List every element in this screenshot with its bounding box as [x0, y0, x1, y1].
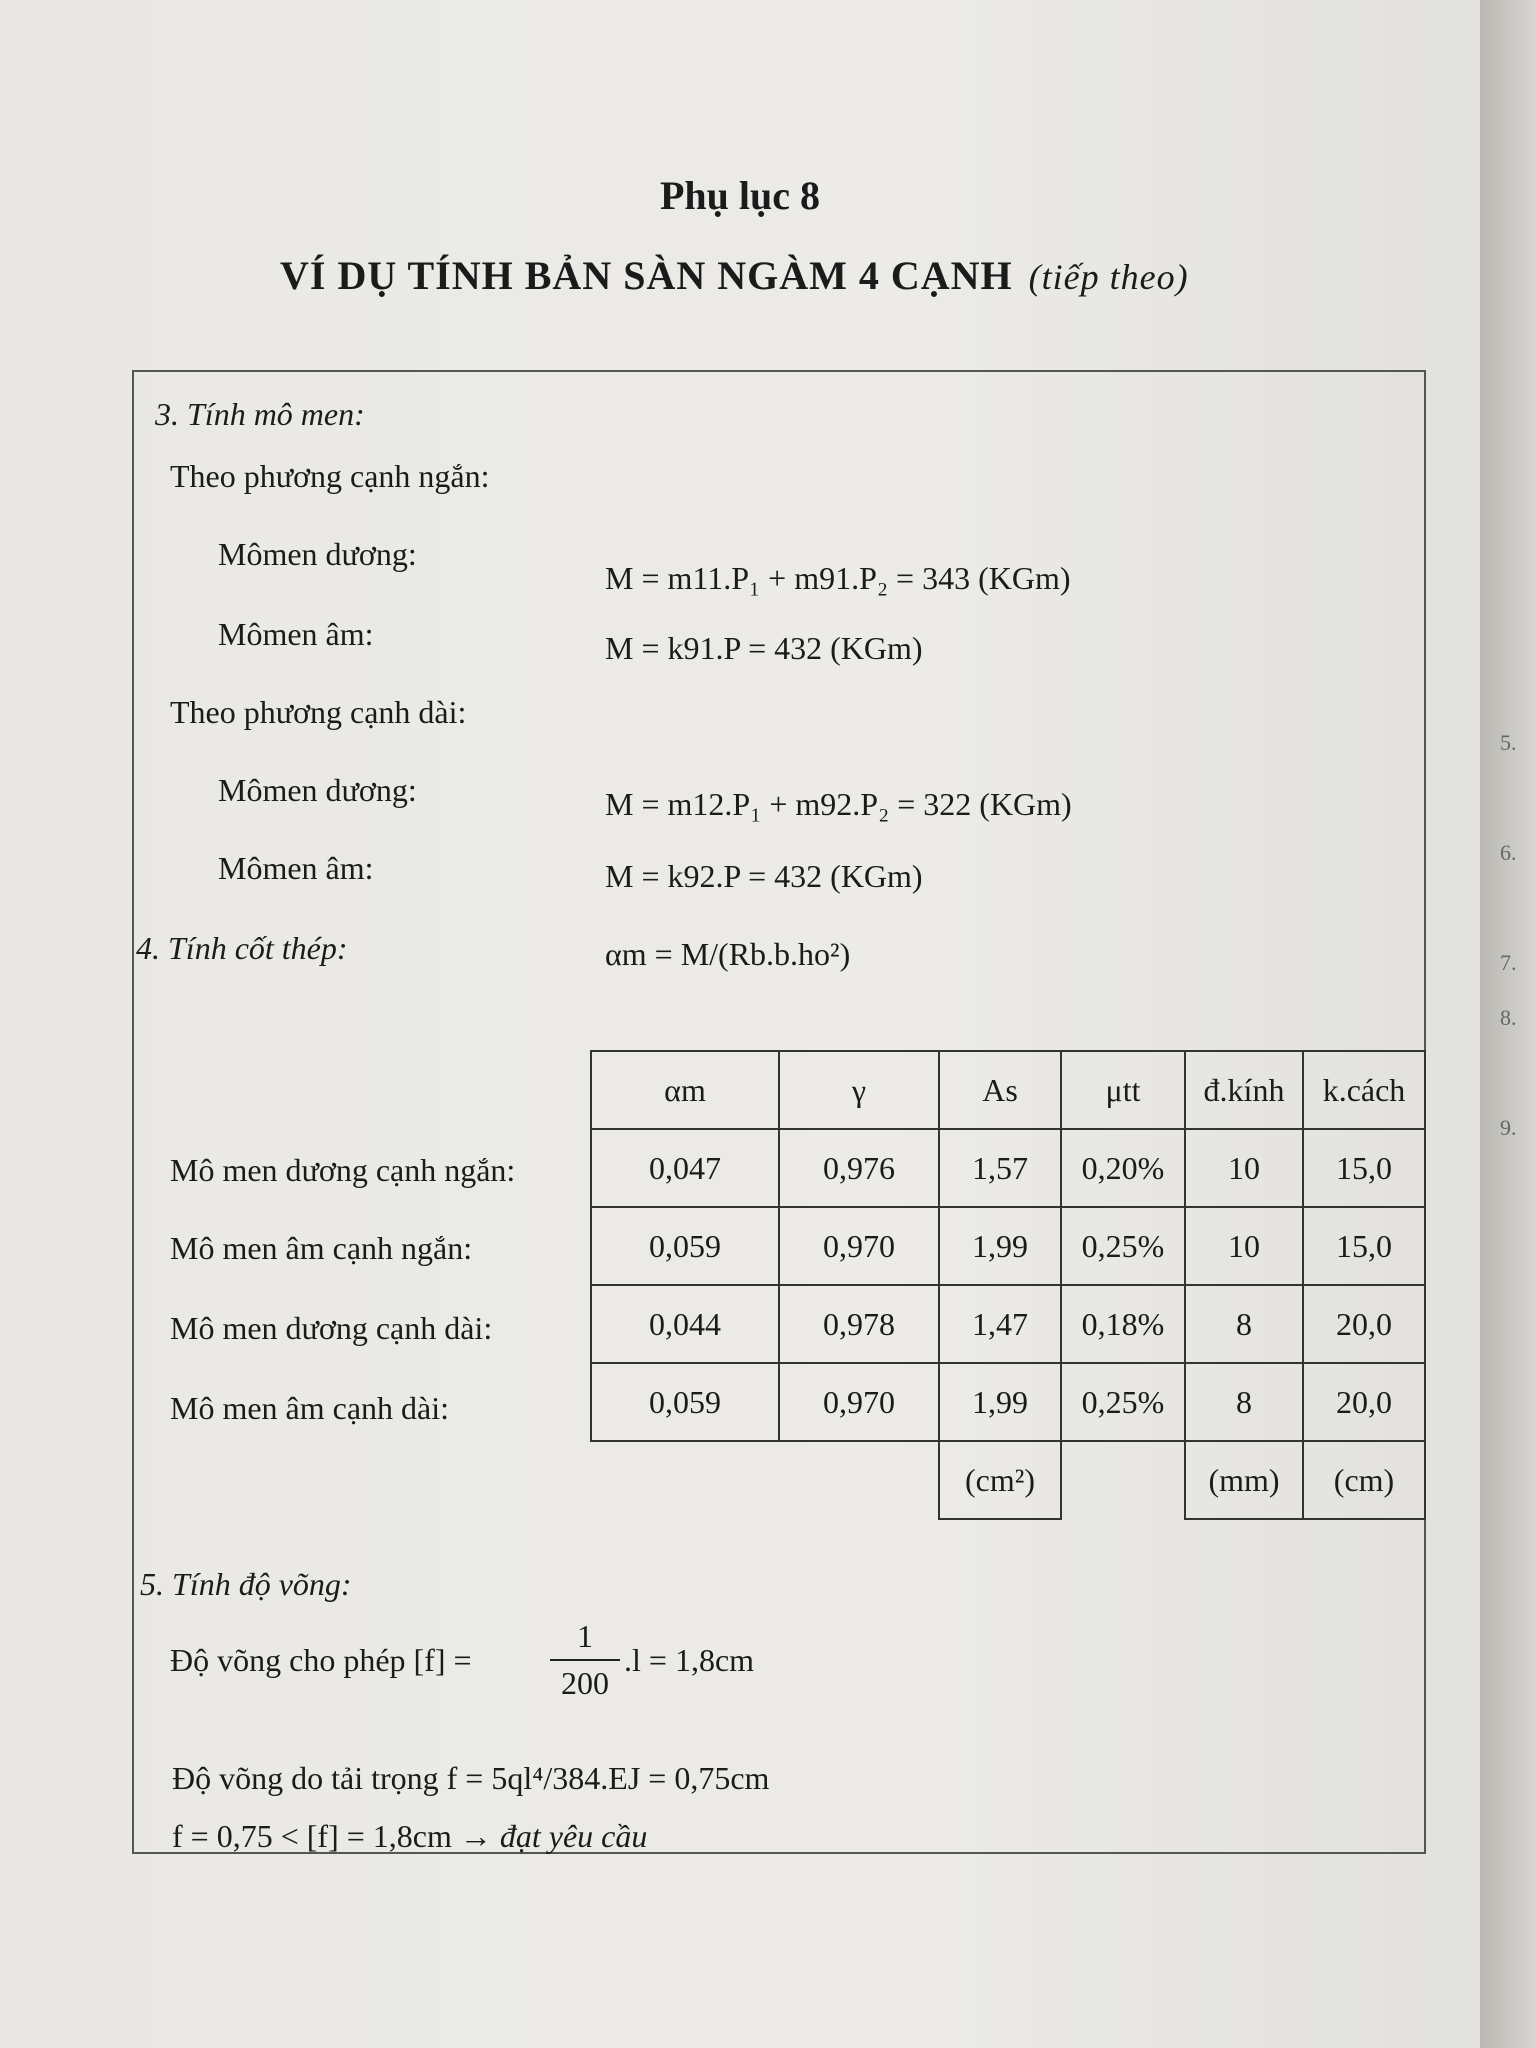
blank-cell	[1061, 1441, 1185, 1519]
row-label: Mô men dương cạnh ngắn:	[170, 1152, 516, 1188]
long-positive-equation: M = m12.P₁ + m92.P₂ = 322 (KGm)	[605, 786, 1072, 822]
header-gamma: γ	[779, 1051, 939, 1129]
allowable-deflection-prefix: Độ võng cho phép [f] =	[170, 1642, 472, 1678]
table-row	[591, 1207, 1425, 1285]
short-positive-label: Mômen dương:	[218, 536, 417, 572]
long-negative-equation: M = k92.P = 432 (KGm)	[605, 858, 923, 894]
table-cell: 1,99	[939, 1207, 1061, 1285]
row-label: Mô men âm cạnh ngắn:	[170, 1230, 473, 1266]
table-cell: 10	[1185, 1129, 1303, 1207]
table-row	[591, 1285, 1425, 1363]
table-cell: 0,20%	[1061, 1129, 1185, 1207]
table-cell: 1,99	[939, 1363, 1061, 1441]
table-cell: 10	[1185, 1207, 1303, 1285]
table-cell: 0,25%	[1061, 1363, 1185, 1441]
page-subtitle	[280, 252, 1189, 299]
load-deflection-line: Độ võng do tải trọng f = 5ql⁴/384.EJ = 0,75cm	[172, 1760, 770, 1796]
table-header-row	[591, 1051, 1425, 1129]
table-cell: 0,047	[591, 1129, 779, 1207]
table-cell: 0,970	[779, 1363, 939, 1441]
margin-number: 5.	[1500, 730, 1517, 755]
table-units-row	[591, 1441, 1425, 1519]
table-cell: 0,044	[591, 1285, 779, 1363]
header-mu: μtt	[1061, 1051, 1185, 1129]
deflection-check-line	[172, 1818, 647, 1855]
table-cell: 0,18%	[1061, 1285, 1185, 1363]
table-cell: 0,25%	[1061, 1207, 1185, 1285]
short-positive-equation: M = m11.P₁ + m91.P₂ = 343 (KGm)	[605, 560, 1071, 596]
unit-as: (cm²)	[939, 1441, 1061, 1519]
blank-cell	[779, 1441, 939, 1519]
table-cell: 8	[1185, 1363, 1303, 1441]
header-as: As	[939, 1051, 1061, 1129]
table-cell: 20,0	[1303, 1285, 1425, 1363]
table-row	[591, 1129, 1425, 1207]
table-row	[591, 1363, 1425, 1441]
reinforcement-table	[590, 1050, 1426, 1520]
table-cell: 20,0	[1303, 1363, 1425, 1441]
page-title: Phụ lục 8	[659, 173, 821, 218]
header-diameter: đ.kính	[1185, 1051, 1303, 1129]
table-cell: 0,970	[779, 1207, 939, 1285]
margin-number: 6.	[1500, 840, 1517, 865]
header-spacing: k.cách	[1303, 1051, 1425, 1129]
allowable-deflection-suffix: .l = 1,8cm	[624, 1642, 755, 1678]
table-cell: 1,47	[939, 1285, 1061, 1363]
long-positive-label: Mômen dương:	[218, 772, 417, 808]
margin-number: 8.	[1500, 1005, 1517, 1030]
section-5-heading: 5. Tính độ võng:	[140, 1566, 352, 1602]
blank-cell	[591, 1441, 779, 1519]
long-direction-label: Theo phương cạnh dài:	[170, 694, 467, 730]
check-expression: f = 0,75 < [f] = 1,8cm →	[172, 1818, 492, 1854]
table-cell: 0,059	[591, 1207, 779, 1285]
table-cell: 15,0	[1303, 1129, 1425, 1207]
section-4-heading: 4. Tính cốt thép:	[136, 930, 348, 966]
margin-number: 9.	[1500, 1115, 1517, 1140]
subtitle-note: (tiếp theo)	[1028, 257, 1189, 297]
short-negative-label: Mômen âm:	[218, 616, 374, 652]
long-negative-label: Mômen âm:	[218, 850, 374, 886]
alpha-formula: αm = M/(Rb.b.ho²)	[605, 936, 851, 972]
header-alpha: αm	[591, 1051, 779, 1129]
check-result: đạt yêu cầu	[499, 1818, 648, 1854]
fraction-line	[550, 1659, 620, 1661]
table-cell: 0,059	[591, 1363, 779, 1441]
table-cell: 15,0	[1303, 1207, 1425, 1285]
table-cell: 0,978	[779, 1285, 939, 1363]
short-negative-equation: M = k91.P = 432 (KGm)	[605, 630, 923, 666]
deflection-fraction	[550, 1618, 620, 1702]
fraction-numerator: 1	[577, 1618, 593, 1654]
row-label: Mô men dương cạnh dài:	[170, 1310, 493, 1346]
fraction-denominator: 200	[561, 1665, 609, 1701]
section-3-heading: 3. Tính mô men:	[155, 396, 365, 432]
short-direction-label: Theo phương cạnh ngắn:	[170, 458, 490, 494]
table-cell: 8	[1185, 1285, 1303, 1363]
margin-number: 7.	[1500, 950, 1517, 975]
subtitle-text: VÍ DỤ TÍNH BẢN SÀN NGÀM 4 CẠNH	[280, 253, 1013, 298]
table-cell: 1,57	[939, 1129, 1061, 1207]
table-cell: 0,976	[779, 1129, 939, 1207]
unit-spacing: (cm)	[1303, 1441, 1425, 1519]
row-label: Mô men âm cạnh dài:	[170, 1390, 450, 1426]
unit-diameter: (mm)	[1185, 1441, 1303, 1519]
